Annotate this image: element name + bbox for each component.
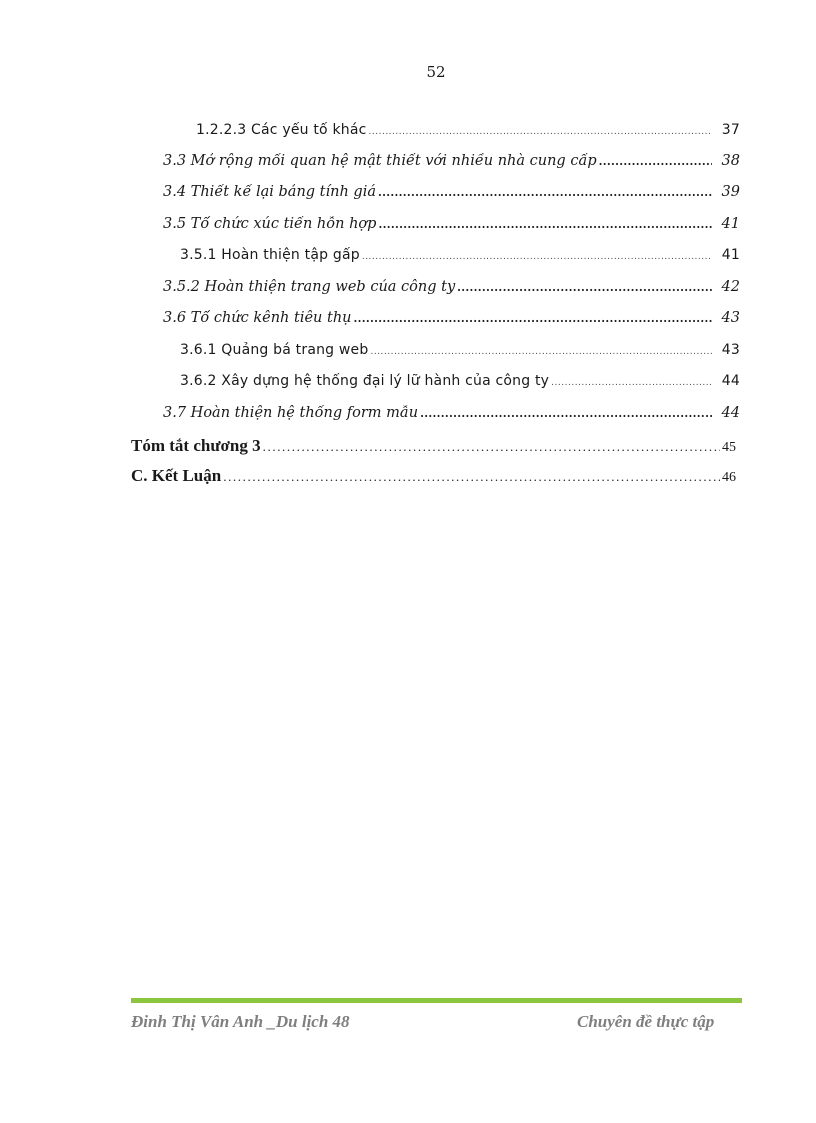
toc-entry-title: 3.5.1 Hoàn thiện tập gấp [180,247,360,263]
toc-entry[interactable] [163,184,740,208]
toc-leader-dots [370,347,712,357]
toc-entry-title: 1.2.2.3 Các yếu tố khác [196,122,367,138]
toc-entry-page: 44 [721,373,740,389]
toc-entry[interactable] [163,153,740,177]
footer-divider [131,998,742,1003]
toc-leader-dots [599,155,712,168]
toc-entry-page: 42 [721,279,740,295]
toc-entry-title: 3.3 Mở rộng mối quan hệ mật thiết với nhiều nhà cung cấp [163,153,597,169]
toc-entry-page: 44 [721,405,740,421]
toc-leader-dots [457,281,712,294]
toc-entry-title: 3.6.2 Xây dựng hệ thống đại lý lữ hành của công ty [180,373,550,389]
toc-entry-page: 39 [721,184,740,200]
toc-entry-title: 3.5 Tổ chức xúc tiến hỗn hợp [163,216,377,232]
toc-entry-page: 43 [721,310,740,326]
toc-entry-title: 3.5.2 Hoàn thiện trang web của công ty [163,279,456,295]
toc-entry[interactable] [180,342,740,366]
toc-entry-title: 3.6 Tổ chức kênh tiêu thụ [163,310,352,326]
toc-entry-page: 46 [722,470,736,485]
toc-entry-title: 3.4 Thiết kế lại bảng tính giá [163,184,376,200]
toc-entry[interactable] [163,405,740,429]
toc-leader-dots [378,218,712,231]
toc-entry[interactable] [180,373,740,397]
page-number: 52 [426,63,446,81]
toc-leader-dots [263,439,720,455]
toc-leader-dots [354,312,713,325]
toc-entry[interactable] [131,436,736,460]
toc-entry-title: 3.6.1 Quảng bá trang web [180,342,369,358]
toc-entry[interactable] [163,310,740,334]
toc-entry[interactable] [196,122,740,146]
toc-entry[interactable] [180,247,740,271]
toc-entry-page: 37 [721,122,740,138]
toc-entry-title: Tóm tắt chương 3 [131,436,261,455]
footer-author: Đinh Thị Vân Anh _Du lịch 48 [131,1012,350,1031]
toc-entry[interactable] [163,216,740,240]
toc-entry-page: 38 [721,153,740,169]
toc-entry[interactable] [163,279,740,303]
toc-leader-dots [420,407,712,420]
toc-entry-title: 3.7 Hoàn thiện hệ thống form mẫu [163,405,419,421]
toc-leader-dots [362,252,712,262]
toc-leader-dots [369,127,712,137]
toc-entry[interactable] [131,466,736,490]
toc-entry-page: 43 [721,342,740,358]
toc-leader-dots [378,186,712,199]
toc-entry-title: C. Kết Luận [131,466,222,485]
toc-leader-dots [223,469,720,485]
toc-leader-dots [551,378,712,388]
footer-title: Chuyên đề thực tập [577,1012,715,1031]
toc-entry-page: 45 [722,440,736,455]
toc-entry-page: 41 [721,216,740,232]
toc-entry-page: 41 [721,247,740,263]
